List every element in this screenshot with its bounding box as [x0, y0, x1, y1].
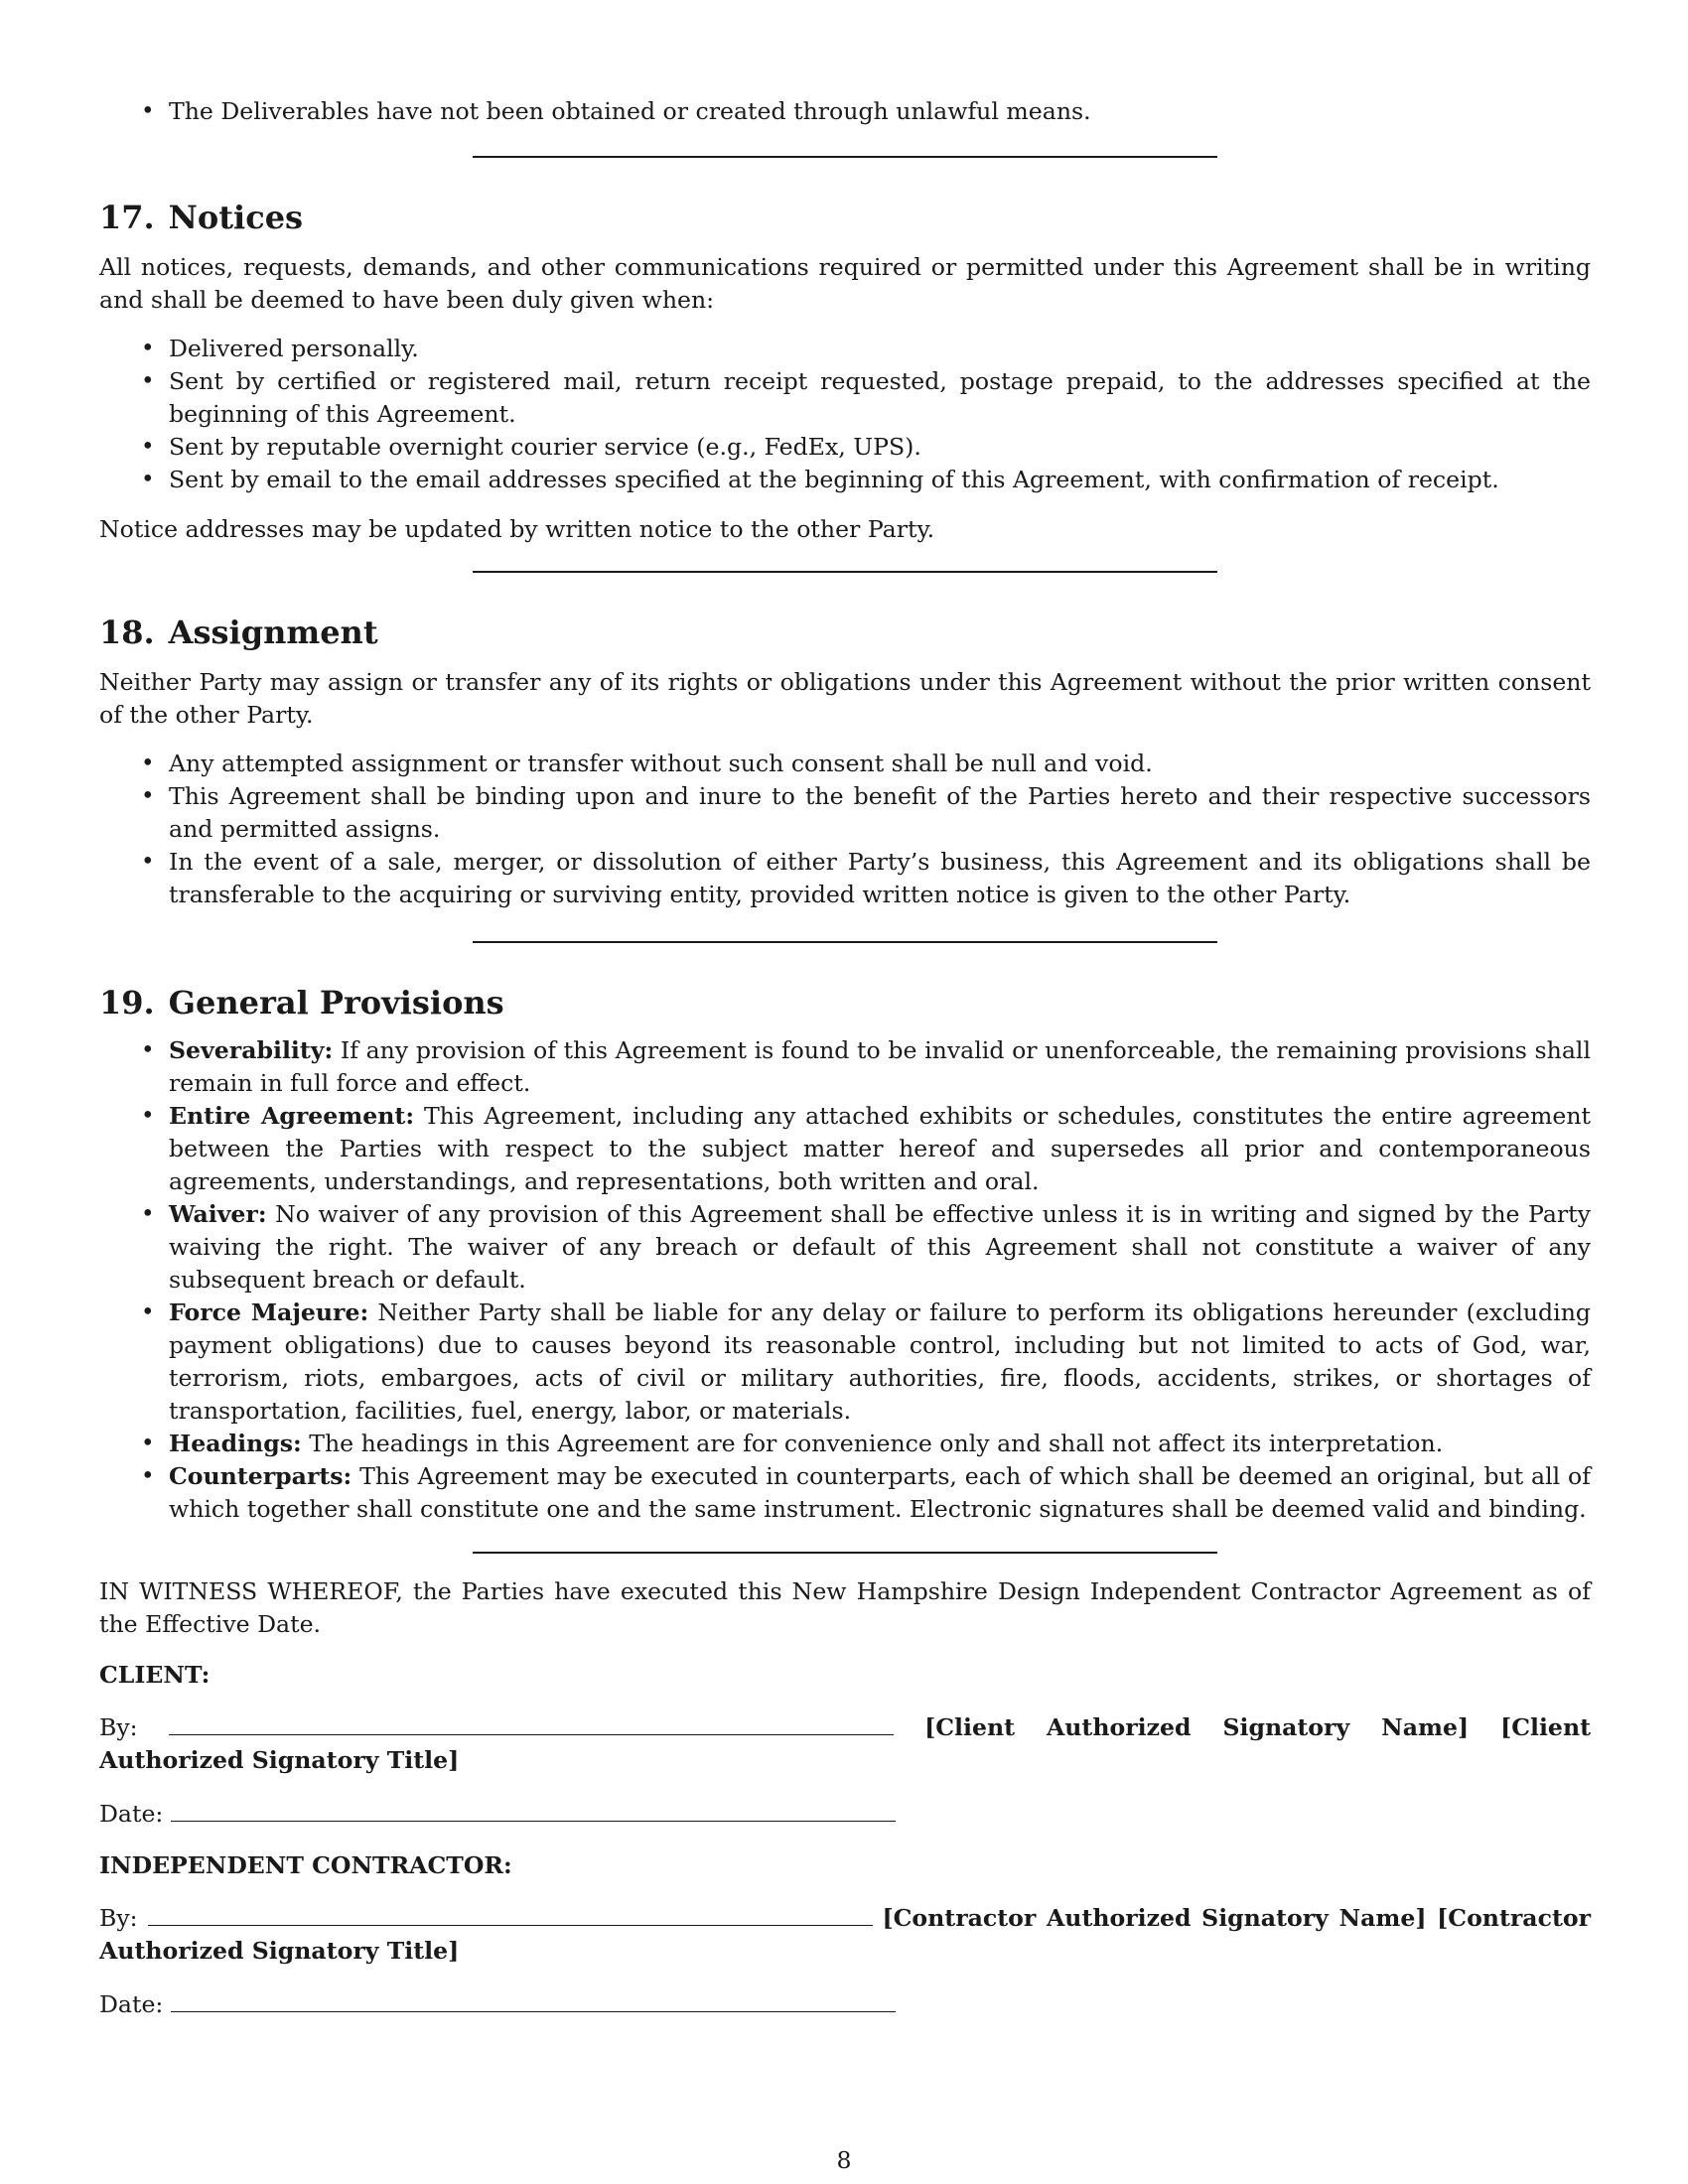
section-title: General Provisions — [168, 984, 504, 1022]
list-item — [99, 1297, 1591, 1428]
date-label: Date: — [99, 1800, 164, 1828]
general-provisions-list — [99, 1034, 1591, 1526]
list-item — [99, 1100, 1591, 1198]
provision-text: Neither Party shall be liable for any delay or failure to perform its obligations hereunder (excluding payment obligations) due to causes beyond its reasonable control, including but not limited to acts of God, war, terrorism, riots, embargoes, acts of civil or military authorities, fire, floods, accidents, strikes, or shortages of transportation, facilities, fuel, energy, labor, or materials. — [169, 1298, 1592, 1425]
contractor-by-line — [99, 1901, 1591, 1968]
client-signatory-name-title: [Client Authorized Signatory Name] [Client Authorized Signatory Title] — [99, 1713, 1591, 1774]
notices-list — [99, 333, 1591, 496]
client-date-field[interactable] — [171, 1797, 896, 1822]
section-divider — [473, 1552, 1217, 1554]
client-by-line — [99, 1710, 1591, 1777]
provision-text: The headings in this Agreement are for convenience only and shall not affect its interpretation. — [309, 1430, 1444, 1457]
contractor-date-field[interactable] — [171, 1987, 896, 2012]
provision-text: No waiver of any provision of this Agreement shall be effective unless it is in writing and signed by the Party waiving the right. The waiver of any breach or default of this Agreement shall not constitute a waiver of any subsequent breach or default. — [169, 1200, 1591, 1294]
list-item — [99, 1428, 1591, 1460]
list-item: • Sent by certified or registered mail, return receipt requested, postage prepaid, to the addresses specified at the beginning of this Agreement. — [99, 365, 1591, 431]
provision-term: Severability: — [169, 1036, 334, 1064]
section-heading-general-provisions — [99, 983, 1591, 1023]
provision-term: Counterparts: — [169, 1462, 352, 1490]
provision-term: Entire Agreement: — [169, 1102, 415, 1130]
provision-text: This Agreement may be executed in counterparts, each of which shall be deemed an original, but all of which together shall constitute one and the same instrument. Electronic signatures shall be deemed valid and binding. — [169, 1462, 1591, 1523]
section-heading-notices — [99, 198, 1591, 237]
list-item — [99, 1460, 1591, 1526]
witness-statement: IN WITNESS WHEREOF, the Parties have executed this New Hampshire Design Independent Contractor Agreement as of the Effective Date. — [99, 1577, 1591, 1638]
top-bullet-list — [99, 95, 1591, 128]
list-item: • Delivered personally. — [99, 333, 1591, 365]
provision-term: Force Majeure: — [169, 1298, 369, 1326]
list-item — [99, 1034, 1591, 1100]
list-item: • The Deliverables have not been obtained or created through unlawful means. — [99, 95, 1591, 128]
client-heading: CLIENT: — [99, 1661, 211, 1689]
section-number: 17. — [99, 199, 155, 236]
section-title: Assignment — [168, 614, 378, 651]
by-label: By: — [99, 1904, 138, 1932]
list-item: • This Agreement shall be binding upon and inure to the benefit of the Parties hereto and their respective successors and permitted assigns. — [99, 780, 1591, 846]
section-heading-assignment — [99, 613, 1591, 652]
section-divider — [473, 156, 1217, 158]
section-number: 18. — [99, 614, 155, 651]
list-item: • Sent by reputable overnight courier service (e.g., FedEx, UPS). — [99, 431, 1591, 464]
date-label: Date: — [99, 1990, 164, 2018]
client-signature-field[interactable] — [169, 1710, 894, 1735]
list-item — [99, 1198, 1591, 1297]
contractor-signatory-name-title: [Contractor Authorized Signatory Name] [Contractor Authorized Signatory Title] — [99, 1904, 1592, 1965]
list-item: • In the event of a sale, merger, or dissolution of either Party’s business, this Agreement and its obligations shall be transferable to the acquiring or surviving entity, provided written notice is given to the other Party. — [99, 846, 1591, 911]
contractor-signature-field[interactable] — [148, 1901, 873, 1926]
page-number: 8 — [836, 2146, 852, 2174]
client-date-line — [99, 1797, 1591, 1831]
assignment-list — [99, 748, 1591, 911]
document-page — [99, 95, 1591, 2021]
list-item: • Sent by email to the email addresses specified at the beginning of this Agreement, with confirmation of receipt. — [99, 464, 1591, 496]
section-intro: All notices, requests, demands, and other communications required or permitted under this Agreement shall be in writing and shall be deemed to have been duly given when: — [99, 253, 1591, 314]
section-divider — [473, 571, 1217, 573]
contractor-heading: INDEPENDENT CONTRACTOR: — [99, 1851, 512, 1879]
section-title: Notices — [168, 199, 304, 236]
list-item: • Any attempted assignment or transfer without such consent shall be null and void. — [99, 748, 1591, 780]
provision-text: This Agreement, including any attached exhibits or schedules, constitutes the entire agreement between the Parties with respect to the subject matter hereof and supersedes all prior and contemporaneous agreements, understandings, and representations, both written and oral. — [169, 1102, 1591, 1195]
provision-term: Waiver: — [169, 1200, 267, 1228]
contractor-date-line — [99, 1987, 1591, 2021]
provision-text: If any provision of this Agreement is found to be invalid or unenforceable, the remaining provisions shall remain in full force and effect. — [169, 1036, 1592, 1097]
section-intro: Neither Party may assign or transfer any of its rights or obligations under this Agreement without the prior written consent of the other Party. — [99, 668, 1591, 729]
section-number: 19. — [99, 984, 155, 1022]
section-divider — [473, 941, 1217, 943]
by-label: By: — [99, 1713, 138, 1741]
section-outro: Notice addresses may be updated by written notice to the other Party. — [99, 515, 935, 543]
provision-term: Headings: — [169, 1430, 302, 1457]
